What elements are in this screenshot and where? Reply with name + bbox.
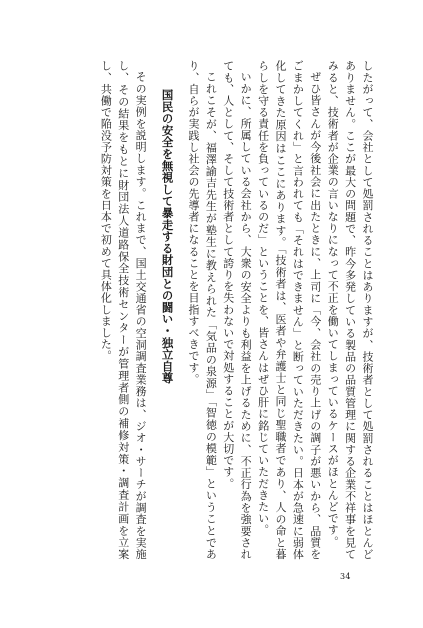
page-number: 34 <box>340 572 351 581</box>
section-heading: 国民の安全を無視して暴走する財団との闘い・独立自尊 <box>160 88 175 384</box>
paragraph: ぜひ皆さんが今後社会に出たときに、上司に「今、会社の売り上げの調子が悪いから、品質をごまかしてくれ」と言われても「それはできません」と断っていただきたい。日本が急速に弱体化してきた原因はここにあります。「技術者は、医者や弁護士と同じ聖職者であり、人の命と暮らしを守る責任を負っているのだ」ということを、皆さんはぜひ肝に銘じていただきたい。 <box>256 60 322 560</box>
paragraph: いかに、所属している会社から、大衆の安全よりも利益を上げるために、不正行為を強要されても、人として、そして技術者として誇りを失わないで対処することが大切です。 <box>221 60 253 560</box>
vertical-text-body <box>64 60 376 560</box>
paragraph: その実例を説明します。これまで、国土交通省の空洞調査業務は、ジオ・サーチが調査を実施し、その結果をもとに財団法人道路保全技術センターが管理者側の補修対策・調査計画を立案し、共働で陥没予防対策を日本で初めて具体化しました。 <box>99 60 148 560</box>
paragraph: これこそが、福澤諭吉先生が塾生に教えられた「気品の泉源」「智徳の模範」ということであり、自らが実践し社会の先導者になることを目指すべきです。 <box>186 60 218 560</box>
paragraph: したがって、会社として処罰されることはありますが、技術者として処罰されることはほとんどありません。ここが最大の問題で、昨今多発している製品の品質管理に関する企業不祥事を見てみると、技術者が企業の言いなりになって不正を働いてしまっているケースがほとんどです。 <box>326 60 374 560</box>
